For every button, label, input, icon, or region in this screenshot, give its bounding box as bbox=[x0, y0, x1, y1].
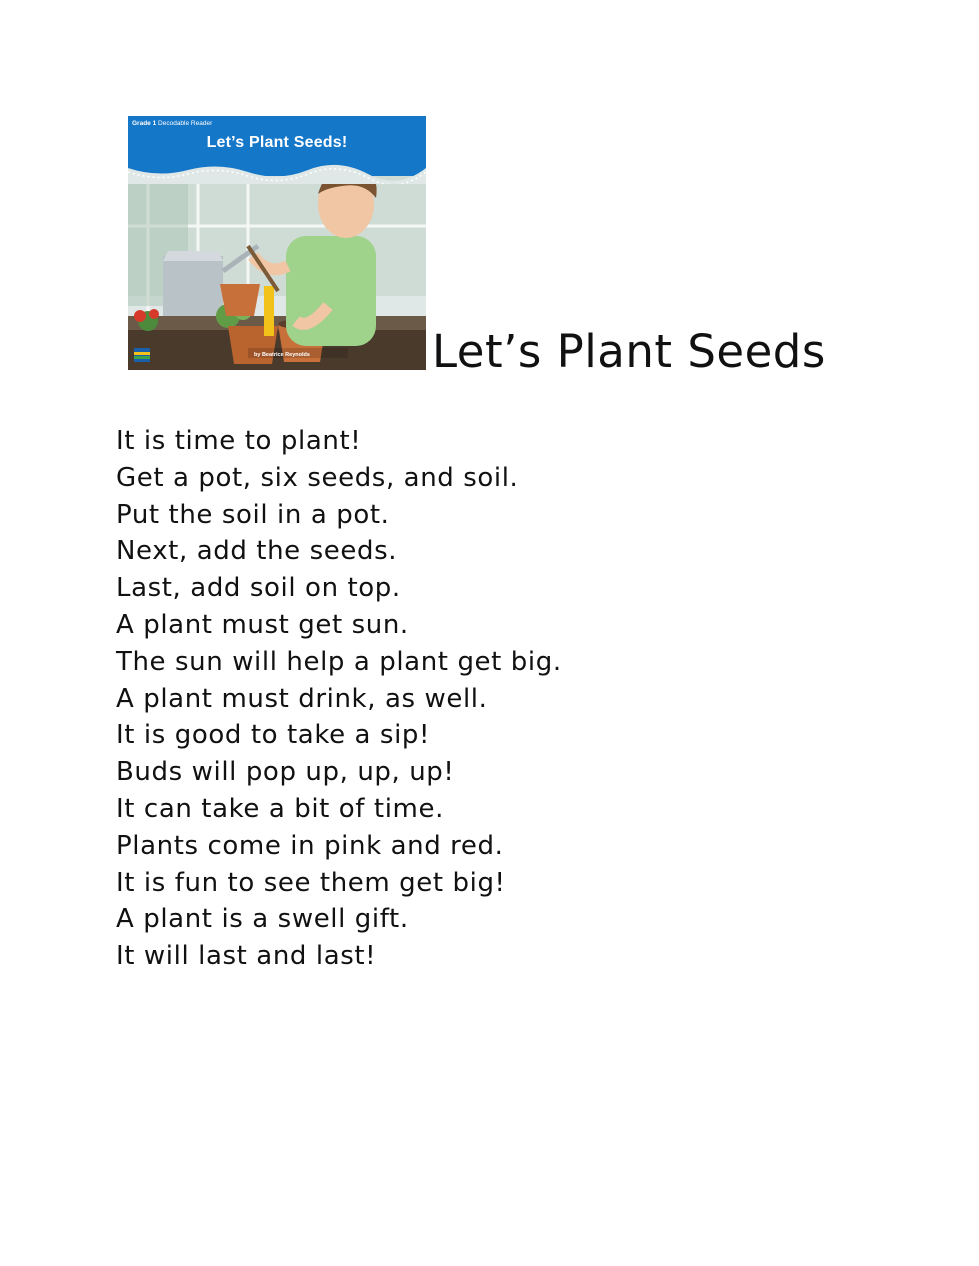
story-line: It is time to plant! bbox=[116, 426, 362, 456]
story-line: Last, add soil on top. bbox=[116, 573, 401, 604]
story-line: Get a pot, six seeds, and soil. bbox=[116, 462, 519, 493]
story-line: The sun will help a plant get big. bbox=[116, 646, 562, 677]
cover-series-label: Grade 1 Decodable Reader bbox=[132, 120, 213, 127]
cover-author: by Beatrice Reynolds bbox=[254, 352, 310, 358]
page-title: Let’s Plant Seeds bbox=[432, 325, 826, 378]
story-line: It will last and last! bbox=[116, 941, 377, 972]
story-line: Next, add the seeds. bbox=[116, 536, 398, 567]
story-text bbox=[116, 423, 562, 975]
story-line: It is fun to see them get big! bbox=[116, 867, 506, 898]
cover-title: Let’s Plant Seeds! bbox=[206, 134, 348, 151]
story-line: It can take a bit of time. bbox=[116, 793, 444, 824]
story-line: A plant is a swell gift. bbox=[116, 904, 409, 935]
story-line: A plant must get sun. bbox=[116, 609, 409, 640]
story-line: It is good to take a sip! bbox=[116, 720, 431, 751]
story-line: Buds will pop up, up, up! bbox=[116, 757, 455, 788]
story-line: Put the soil in a pot. bbox=[116, 499, 390, 530]
publisher-logo-icon bbox=[134, 348, 150, 362]
story-line: Plants come in pink and red. bbox=[116, 830, 504, 861]
book-cover-image bbox=[128, 116, 426, 370]
story-line: A plant must drink, as well. bbox=[116, 683, 488, 714]
